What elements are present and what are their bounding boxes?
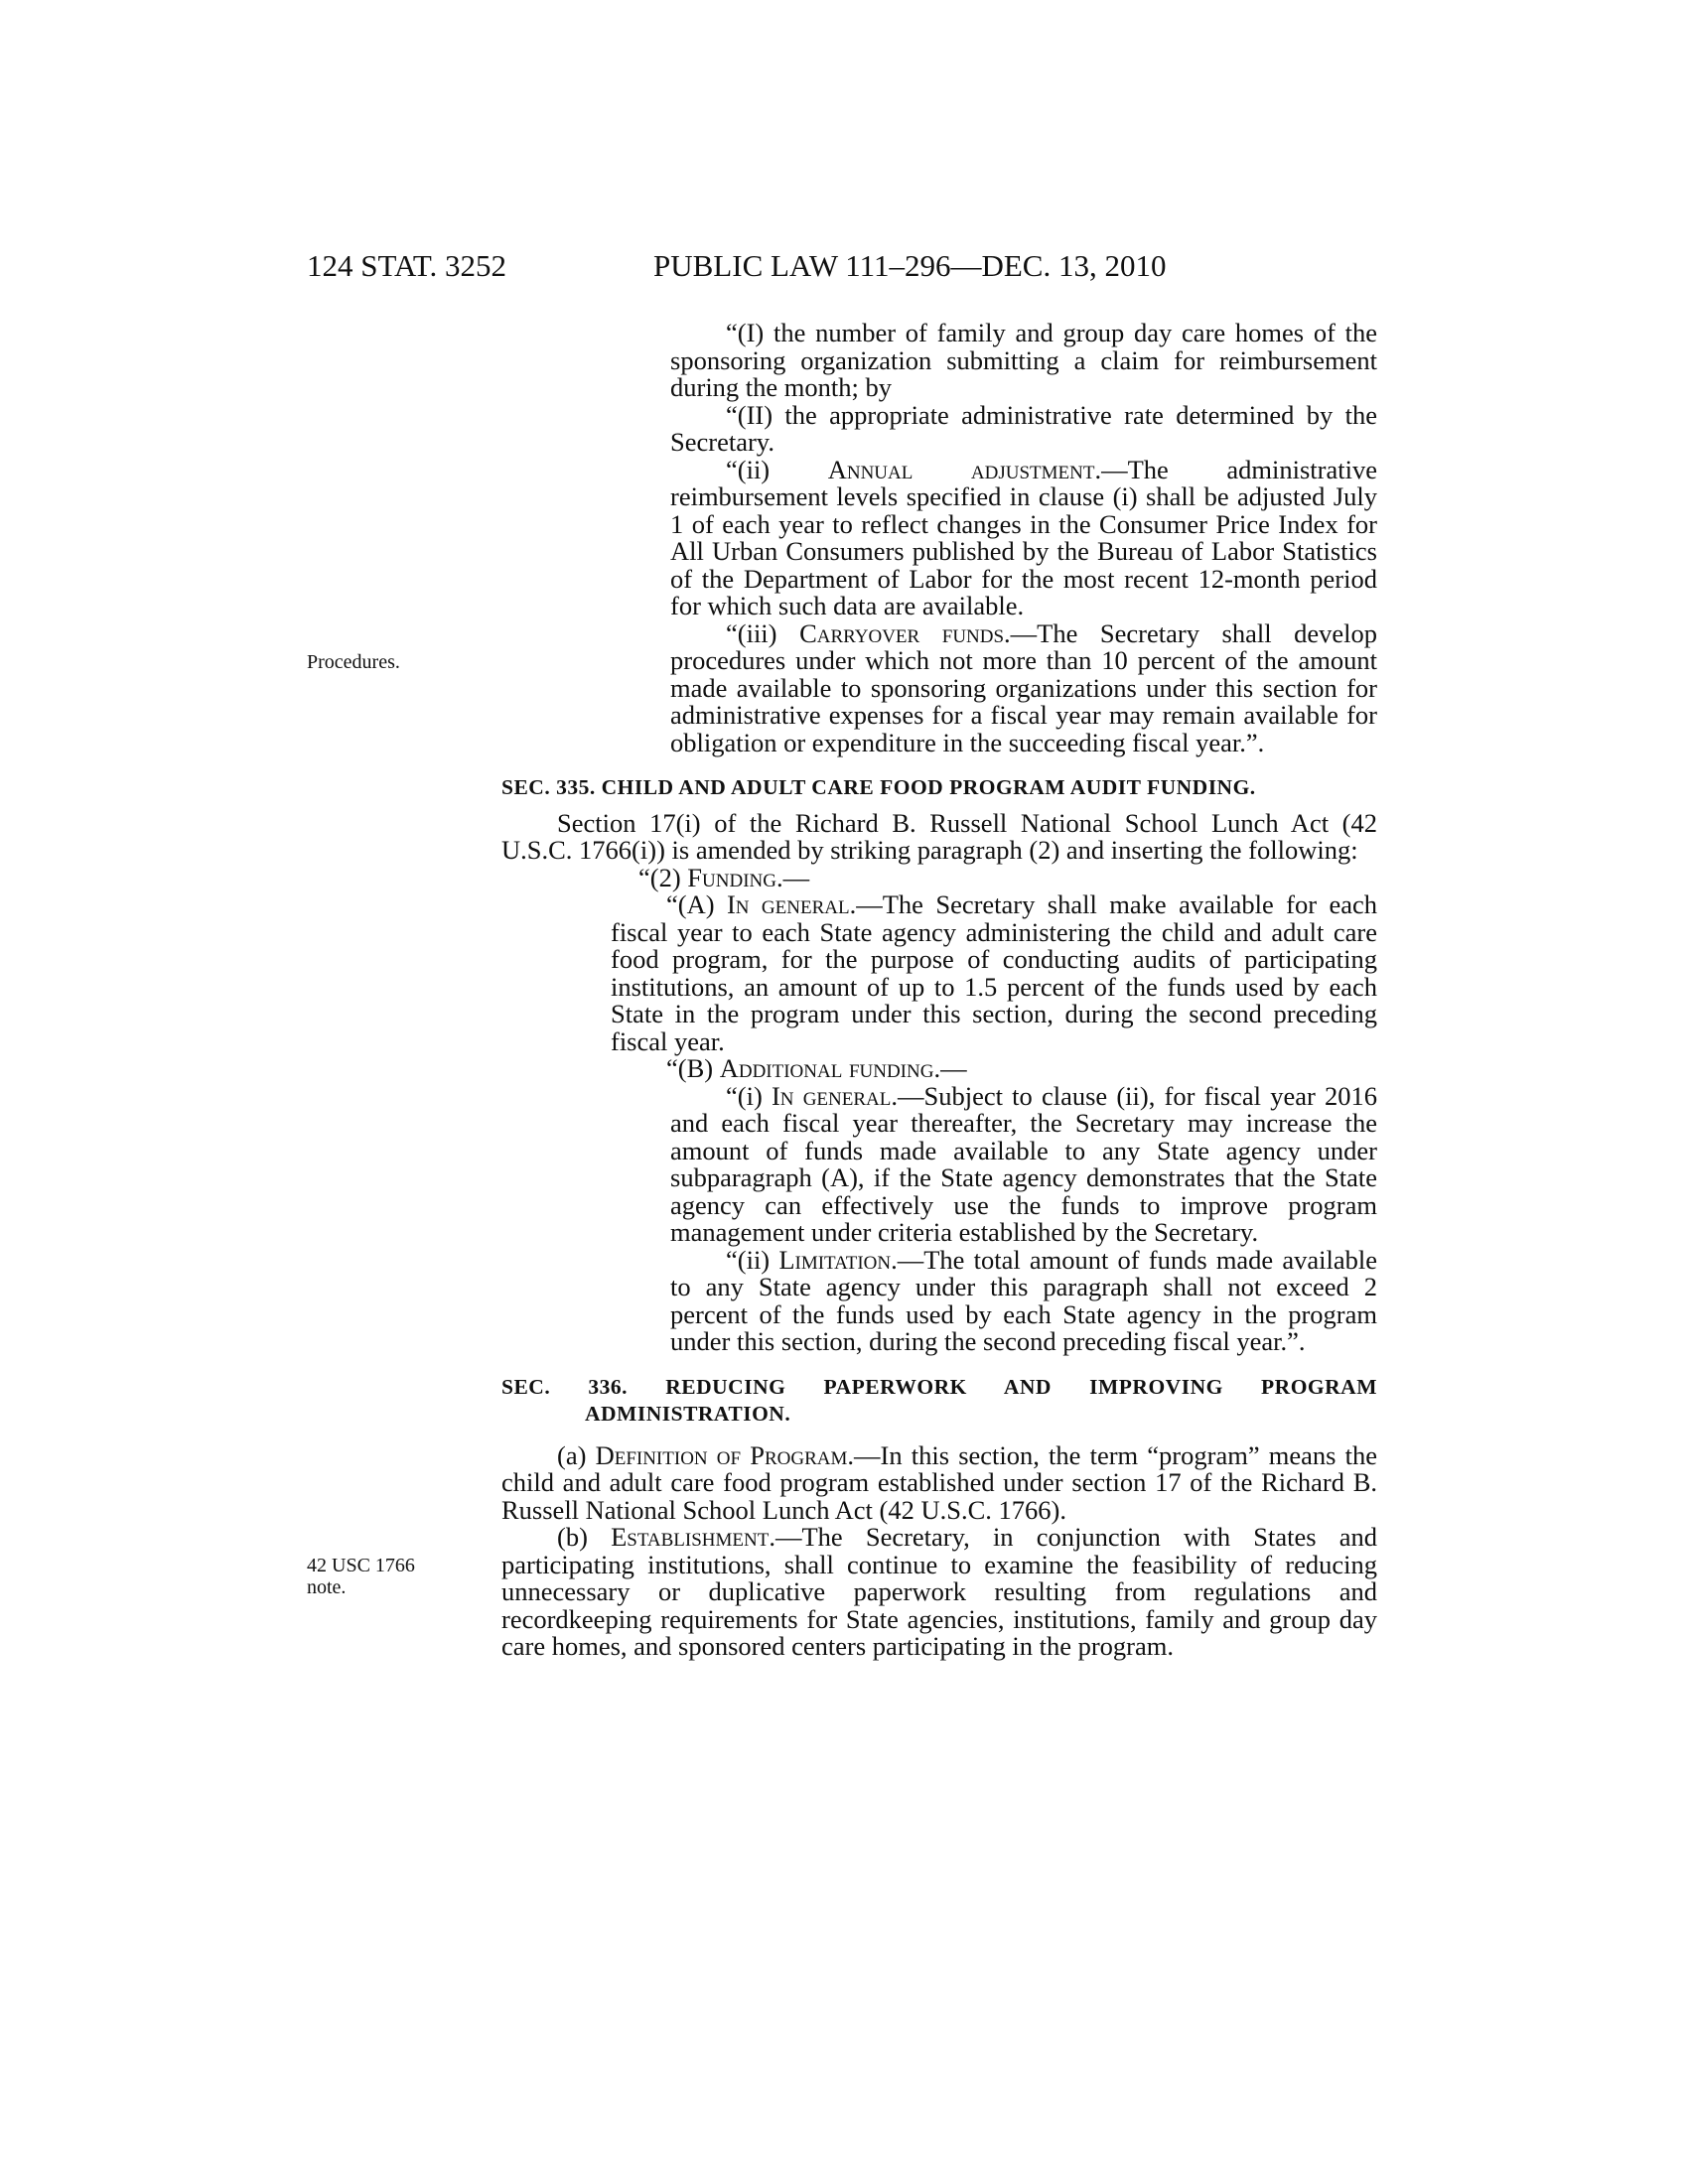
section-336-heading: SEC. 336. REDUCING PAPERWORK AND IMPROVING PROGRAM ADMINISTRATION. bbox=[501, 1374, 1377, 1426]
paragraph-A-in-general: “(A) In general.—The Secretary shall make available for each fiscal year to each State agency administering the child and adult care food program, for the purpose of conducting audits of participating institutions, an amount of up to 1.5 percent of the funds used by each State in the program under this section, during the second preceding fiscal year. bbox=[611, 889, 1377, 1056]
running-head: PUBLIC LAW 111–296—DEC. 13, 2010 bbox=[653, 248, 1167, 283]
paragraph-subclause-II: “(II) the appropriate administrative rate determined by the Secretary. bbox=[670, 399, 1377, 457]
paragraph-B-additional-funding: “(B) Additional funding.— bbox=[666, 1053, 967, 1083]
section-335-heading: SEC. 335. CHILD AND ADULT CARE FOOD PROGRAM AUDIT FUNDING. bbox=[501, 775, 1256, 799]
paragraph-subclause-I: “(I) the number of family and group day care homes of the sponsoring organization submitting a claim for reimbursement during the month; by bbox=[670, 318, 1377, 402]
statute-page-number: 124 STAT. 3252 bbox=[307, 248, 507, 283]
body-text bbox=[501, 320, 1377, 1661]
page-header bbox=[0, 248, 1688, 288]
paragraph-2-funding: “(2) Funding.— bbox=[638, 862, 810, 892]
paragraph-B-ii-limitation: “(ii) Limitation.—The total amount of funds made available to any State agency under this paragraph shall not exceed 2 percent of the funds used by each State agency in the program under this section, during the second preceding fiscal year.”. bbox=[670, 1244, 1377, 1356]
margin-note-procedures: Procedures. bbox=[307, 651, 400, 673]
paragraph-b-establishment: (b) Establishment.—The Secretary, in conjunction with States and participating institutions, shall continue to examine the feasibility of reducing unnecessary or duplicative paperwork resulting from regulations and recordkeeping requirements for State agencies, institutions, family and group day care homes, and sponsored centers participating in the program. bbox=[501, 1522, 1377, 1661]
paragraph-clause-iii-carryover-funds: “(iii) Carryover funds.—The Secretary shall develop procedures under which not more than 10 percent of the amount made available to sponsoring organizations under this section for administrative expenses for a fiscal year may remain available for obligation or expenditure in the succeeding fiscal year.”. bbox=[670, 617, 1378, 757]
paragraph-B-i-in-general: “(i) In general.—Subject to clause (ii), for fiscal year 2016 and each fiscal year thereafter, the Secretary may increase the amount of funds made available to any State agency under subparagraph (A), if the State agency demonstrates that the State agency can effectively use the funds to improve program management under criteria established by the Secretary. bbox=[670, 1080, 1377, 1247]
margin-note-usc: 42 USC 1766 note. bbox=[307, 1555, 415, 1598]
paragraph-section-335-intro: Section 17(i) of the Richard B. Russell National School Lunch Act (42 U.S.C. 1766(i)) is amended by striking paragraph (2) and inserting the following: bbox=[501, 807, 1377, 865]
paragraph-clause-ii-annual-adjustment: “(ii) Annual adjustment.—The administrative reimbursement levels specified in clause (i) shall be adjusted July 1 of each year to reflect changes in the Consumer Price Index for All Urban Consumers published by the Bureau of Labor Statistics of the Department of Labor for the most recent 12-month period for which such data are available. bbox=[670, 454, 1377, 620]
paragraph-a-definition-of-program: (a) Definition of Program.—In this section, the term “program” means the child and adult care food program established under section 17 of the Richard B. Russell National School Lunch Act (42 U.S.C. 1766). bbox=[501, 1439, 1377, 1525]
